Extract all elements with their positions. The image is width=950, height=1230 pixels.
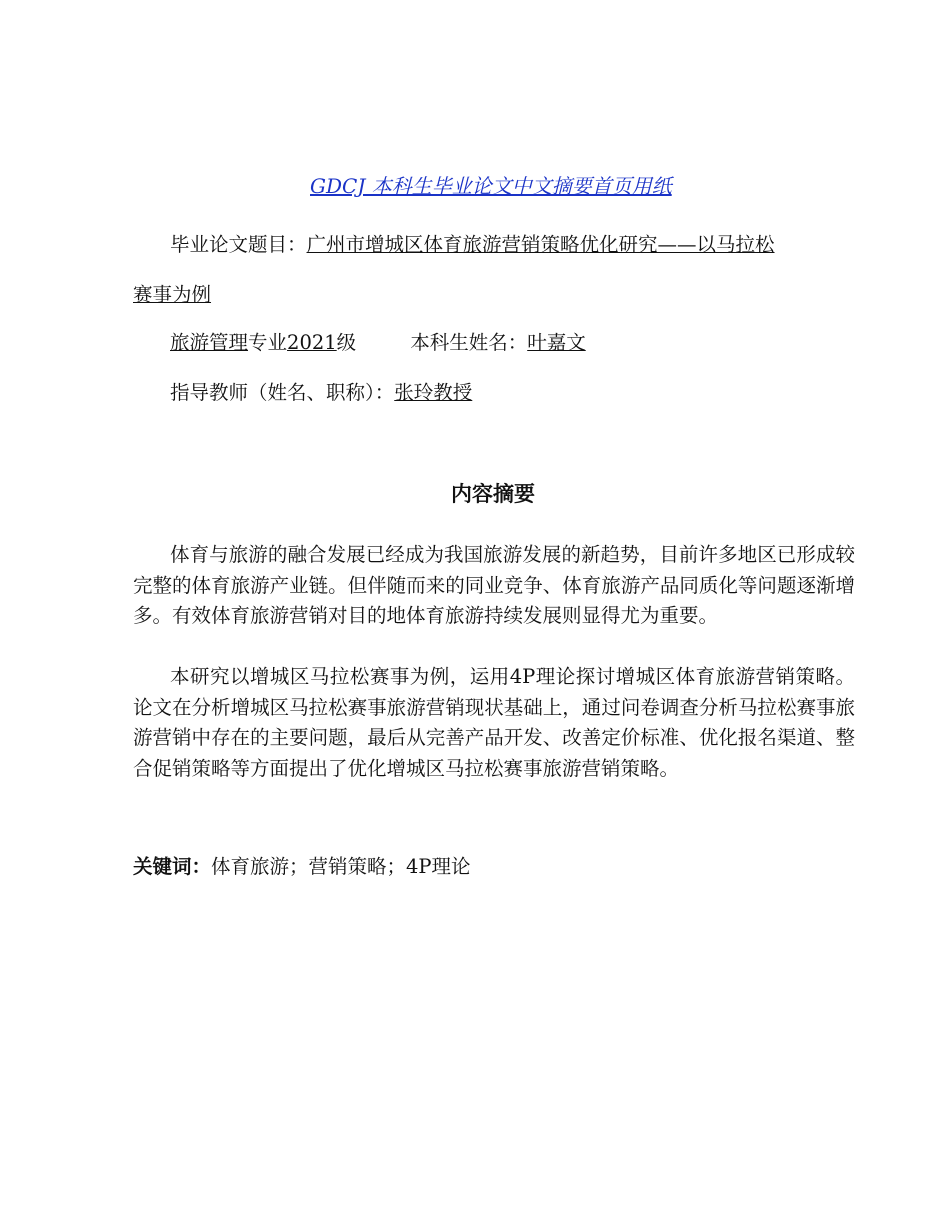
advisor-label: 指导教师（姓名、职称）： [170,381,395,404]
major-value: 旅游管理 [170,331,249,354]
abstract-paragraph-2: 本研究以增城区马拉松赛事为例，运用4P理论探讨增城区体育旅游营销策略。论文在分析增城区马拉松赛事旅游营销现状基础上，通过问卷调查分析马拉松赛事旅游营销中存在的主要问题，最后从完善产品开发、改善定价标准、优化报名渠道、整合促销策略等方面提出了优化增城区马拉松赛事旅游营销策略。 [133,665,855,780]
header-title-link[interactable]: GDCJ 本科生毕业论文中文摘要首页用纸 [310,174,672,198]
year-value: 2021 [287,331,337,354]
keywords-line [133,851,471,879]
abstract-paragraph-1: 体育与旅游的融合发展已经成为我国旅游发展的新趋势，目前许多地区已形成较完整的体育旅游产业链。但伴随而来的同业竞争、体育旅游产品同质化等问题逐渐增多。有效体育旅游营销对目的地体育旅游持续发展则显得尤为重要。 [133,543,855,627]
thesis-title-value: 广州市增城区体育旅游营销策略优化研究——以马拉松 [306,233,775,256]
abstract-heading: 内容摘要 [451,482,535,506]
thesis-title-label: 毕业论文题目： [170,233,307,256]
year-suffix: 级 [336,331,357,354]
keywords-value: 体育旅游；营销策略；4P理论 [211,855,471,878]
student-info-line [170,327,586,355]
major-suffix: 专业 [248,331,288,354]
keywords-label: 关键词： [133,855,212,878]
thesis-title-value-cont: 赛事为例 [133,283,212,306]
student-name-label: 本科生姓名： [410,331,528,354]
advisor-value: 张玲教授 [394,381,473,404]
thesis-title-line [170,229,775,257]
thesis-title-line-2 [133,279,211,307]
advisor-line [170,377,472,405]
student-name-value: 叶嘉文 [527,331,586,354]
